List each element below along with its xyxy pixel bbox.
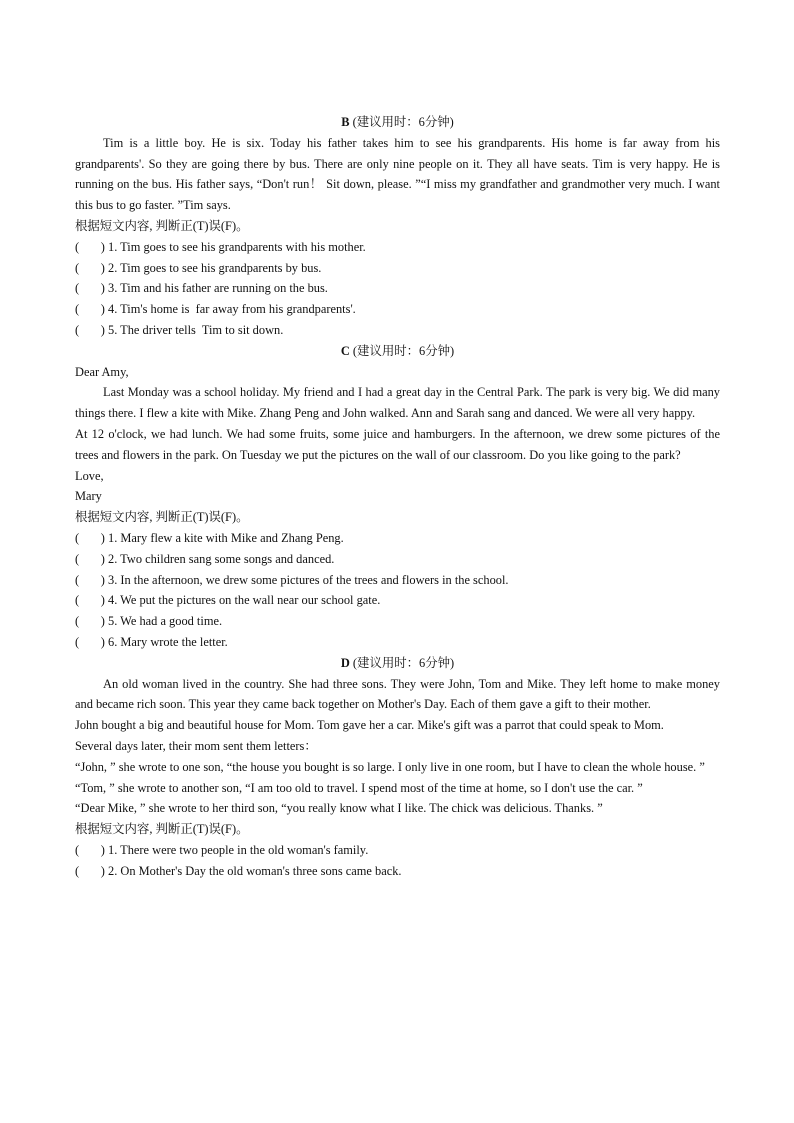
section-d-paragraph-4: “John, ” she wrote to one son, “the house you bought is so large. I only live in one room, but I have to clean the whole house. ” bbox=[75, 759, 705, 774]
answer-blank[interactable]: ( ) bbox=[75, 842, 105, 857]
section-d-instruction: 根据短文内容, 判断正(T)误(F)。 bbox=[75, 822, 249, 837]
worksheet-page bbox=[75, 112, 720, 881]
question-text: 2. Tim goes to see his grandparents by bus. bbox=[108, 260, 322, 275]
question-row bbox=[75, 840, 720, 861]
section-c-time: (建议用时：6分钟) bbox=[349, 343, 455, 358]
question-text: 5. We had a good time. bbox=[108, 614, 223, 629]
section-d-paragraph-2: John bought a big and beautiful house for Mom. Tom gave her a car. Mike's gift was a parrot that could speak to Mom. bbox=[75, 718, 664, 733]
section-b-passage: Tim is a little boy. He is six. Today his father takes him to see his grandparents. His home is far away from his grandparents'. So they are going there by bus. There are only nine people on it. They all have seats. Tim is very happy. He is running on the bus. His father says, “Don't run！ Sit down, please. ”“I miss my grandfather and grandmother very much. I want this bus to go faster. ”Tim says. bbox=[75, 135, 720, 213]
question-text: 4. Tim's home is far away from his grandparents'. bbox=[108, 302, 356, 317]
question-text: 5. The driver tells Tim to sit down. bbox=[108, 322, 284, 337]
question-text: 1. Mary flew a kite with Mike and Zhang Peng. bbox=[108, 530, 344, 545]
answer-blank[interactable]: ( ) bbox=[75, 281, 105, 296]
question-row bbox=[75, 278, 720, 299]
answer-blank[interactable]: ( ) bbox=[75, 863, 105, 878]
question-row bbox=[75, 632, 720, 653]
question-text: 4. We put the pictures on the wall near our school gate. bbox=[108, 593, 381, 608]
answer-blank[interactable]: ( ) bbox=[75, 322, 105, 337]
section-c-letter: C bbox=[340, 343, 350, 358]
answer-blank[interactable]: ( ) bbox=[75, 260, 105, 275]
question-row bbox=[75, 237, 720, 258]
section-d-paragraph-3: Several days later, their mom sent them letters： bbox=[75, 738, 317, 753]
question-row bbox=[75, 258, 720, 279]
section-d-heading bbox=[75, 653, 720, 674]
section-b-heading bbox=[75, 112, 720, 133]
section-c-instruction: 根据短文内容, 判断正(T)误(F)。 bbox=[75, 510, 249, 525]
answer-blank[interactable]: ( ) bbox=[75, 572, 105, 587]
question-row bbox=[75, 570, 720, 591]
question-text: 1. There were two people in the old woman's family. bbox=[108, 842, 369, 857]
section-b-instruction: 根据短文内容, 判断正(T)误(F)。 bbox=[75, 218, 249, 233]
question-text: 3. In the afternoon, we drew some pictures of the trees and flowers in the school. bbox=[108, 572, 509, 587]
section-b-time: (建议用时：6分钟) bbox=[349, 115, 454, 129]
question-text: 2. Two children sang some songs and danced. bbox=[108, 551, 335, 566]
question-text: 3. Tim and his father are running on the bus. bbox=[108, 281, 328, 296]
section-c-heading bbox=[75, 341, 720, 362]
question-text: 1. Tim goes to see his grandparents with his mother. bbox=[108, 239, 366, 254]
answer-blank[interactable]: ( ) bbox=[75, 634, 105, 649]
question-row bbox=[75, 320, 720, 341]
question-row bbox=[75, 528, 720, 549]
section-d-letter: D bbox=[340, 655, 350, 670]
section-c-paragraph-2: At 12 o'clock, we had lunch. We had some fruits, some juice and hamburgers. In the afternoon, we drew some pictures of the trees and flowers in the park. On Tuesday we put the pictures on the wall of our classroom. Do you like going to the park? bbox=[75, 426, 720, 462]
question-row bbox=[75, 611, 720, 632]
section-d-paragraph-6: “Dear Mike, ” she wrote to her third son, “you really know what I like. The chick was delicious. Thanks. ” bbox=[75, 801, 603, 816]
answer-blank[interactable]: ( ) bbox=[75, 551, 105, 566]
question-row bbox=[75, 299, 720, 320]
section-c-paragraph-1: Last Monday was a school holiday. My friend and I had a great day in the Central Park. The park is very big. We did many things there. I flew a kite with Mike. Zhang Peng and John walked. Ann and Sarah sang and danced. We were all very happy. bbox=[75, 385, 720, 421]
answer-blank[interactable]: ( ) bbox=[75, 530, 105, 545]
section-d-paragraph-1: An old woman lived in the country. She had three sons. They were John, Tom and Mike. They left home to make money and became rich soon. This year they came back together on Mother's Day. Each of them gave a gift to their mother. bbox=[75, 676, 720, 712]
answer-blank[interactable]: ( ) bbox=[75, 239, 105, 254]
answer-blank[interactable]: ( ) bbox=[75, 593, 105, 608]
question-row bbox=[75, 861, 720, 882]
question-row bbox=[75, 590, 720, 611]
letter-greeting: Dear Amy, bbox=[75, 364, 129, 379]
section-d-time: (建议用时：6分钟) bbox=[349, 655, 455, 670]
question-text: 2. On Mother's Day the old woman's three sons came back. bbox=[108, 863, 402, 878]
section-b-letter: B bbox=[341, 115, 350, 129]
answer-blank[interactable]: ( ) bbox=[75, 302, 105, 317]
question-text: 6. Mary wrote the letter. bbox=[108, 634, 228, 649]
letter-signature: Mary bbox=[75, 489, 102, 504]
question-row bbox=[75, 549, 720, 570]
section-d-paragraph-5: “Tom, ” she wrote to another son, “I am too old to travel. I spend most of the time at home, so I don't use the car. ” bbox=[75, 780, 643, 795]
letter-closing: Love, bbox=[75, 468, 104, 483]
answer-blank[interactable]: ( ) bbox=[75, 614, 105, 629]
